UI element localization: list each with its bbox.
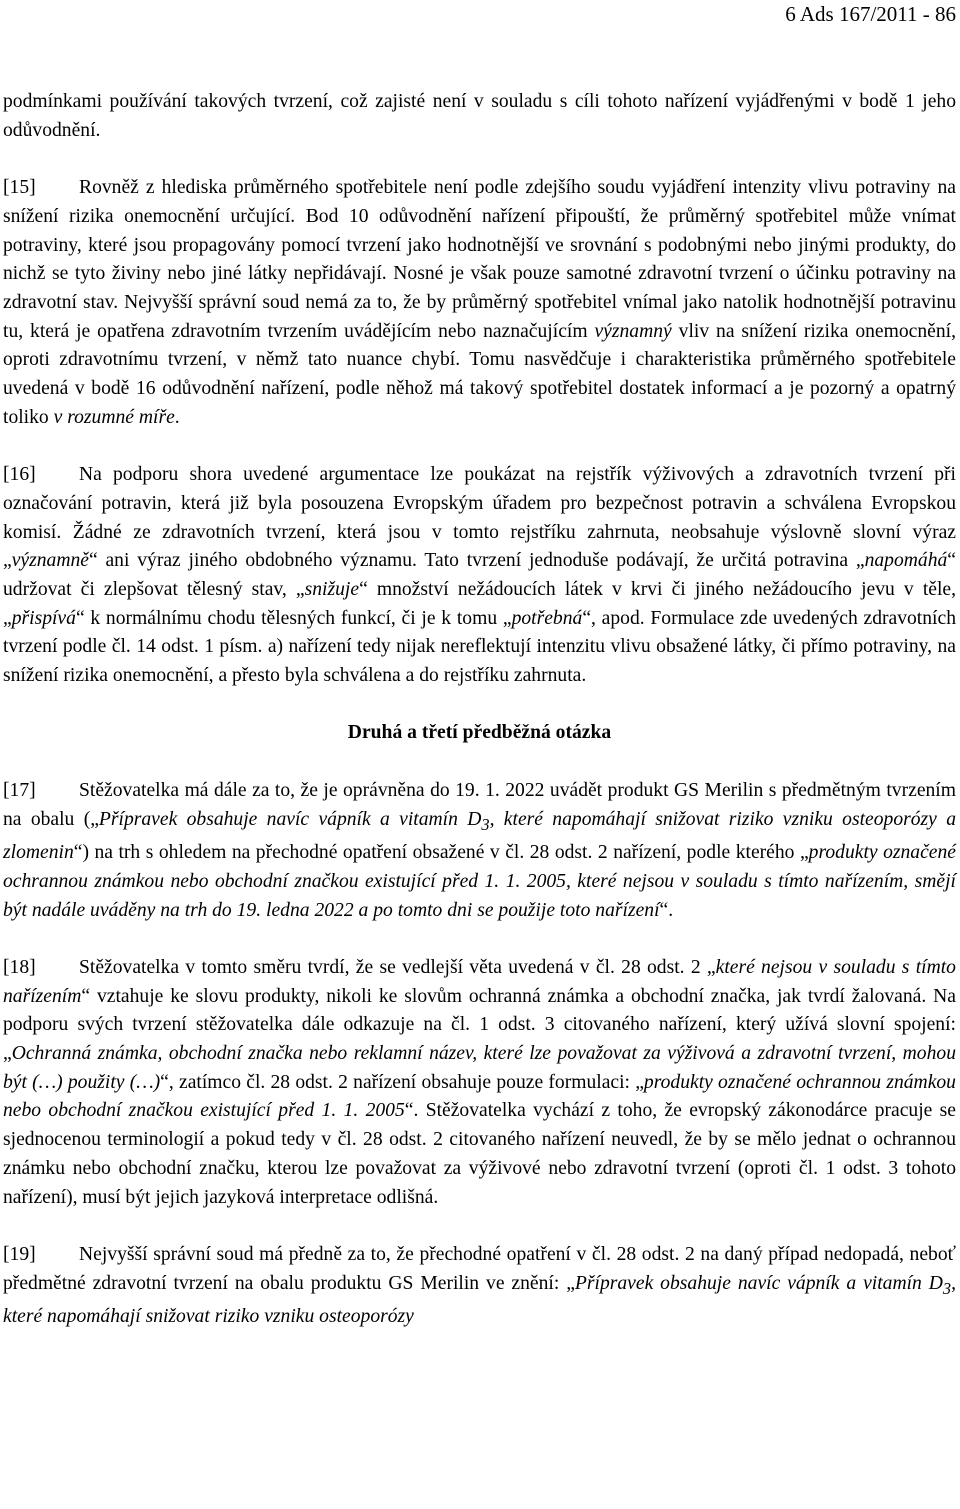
emphasis-text: významně [11,550,89,572]
paragraph-number: [19] [3,1243,36,1265]
paragraph-number: [16] [3,464,36,486]
emphasis-text: produkty označené ochrannou známkou nebo obchodní značkou existující před 1. 1. 2005 [3,1071,956,1122]
text-run: Rovněž z hlediska průměrného spotřebitele není podle zdejšího soudu vyjádření intenzity vlivu potraviny na snížení rizika onemocnění určující. Bod 10 odůvodnění nařízení připouští, že průměrný spotřebitel může vnímat potraviny, které jsou propagovány pomocí tvrzení jako hodnotnější ve srovnání s podobnými nebo jinými produkty, do nichž se tyto živiny nebo jiné látky nepřidávají. Nosné je však pouze samotné zdravotní tvrzení o účinku potraviny na zdravotní stav. Nejvyšší správní soud nemá za to, že by průměrný spotřebitel vnímal jako natolik hodnotnější potravinu tu, která je opatřena zdravotním tvrzením uvádějícím nebo naznačujícím [3,177,956,342]
document-body [3,88,956,1361]
text-run: “. [659,899,674,921]
paragraph-number: [17] [3,779,36,801]
emphasis-text: které nejsou v souladu s tímto nařízením [3,956,956,1007]
emphasis-text: Přípravek obsahuje navíc vápník a vitamín D [574,1272,943,1294]
text-run: “, apod. Formulace zde uvedených zdravotních tvrzení podle čl. 14 odst. 1 písm. a) nařízení tedy nijak nereflektují intenzitu vlivu obsažené látky, či přímo potraviny, na snížení rizika onemocnění, a přesto byla schválena a do rejstříku zahrnuta. [3,607,956,687]
page-header: 6 Ads 167/2011 - 86 [785,2,956,26]
text-run: Stěžovatelka v tomto směru tvrdí, že se vedlejší věta uvedená v čl. 28 odst. 2 „ [79,956,716,978]
emphasis-text: napomáhá [864,550,948,572]
emphasis-text: v rozumné míře [53,406,175,428]
paragraph [3,174,956,432]
text-run: vliv na snížení rizika onemocnění, oproti zdravotnímu tvrzení, v němž tato nuance chybí. Tomu nasvědčuje i charakteristika průměrného spotřebitele uvedená v bodě 16 odůvodnění nařízení, podle něhož má takový spotřebitel dostatek informací a je pozorný a opatrný toliko [3,320,956,428]
text-run: “ udržovat či zlepšovat tělesný stav, „ [3,550,956,600]
text-run: “ ani výraz jiného obdobného významu. Tato tvrzení jednoduše podávají, že určitá potravina „ [88,550,865,572]
paragraph-number: [15] [3,177,36,199]
emphasis-text: , které napomáhají snižovat riziko vzniku osteoporózy [3,1272,956,1328]
emphasis-text: významný [594,320,672,342]
text-run: . [174,406,180,428]
emphasis-text: produkty označené ochrannou známkou nebo obchodní značkou existující před 1. 1. 2005, které nejsou v souladu s tímto nařízením, smějí být nadále uváděny na trh do 19. ledna 2022 a po tomto dni se použije toto nařízení [3,842,956,921]
paragraph-number: [18] [3,956,36,978]
text-run: “ k normálnímu chodu tělesných funkcí, či je k tomu „ [75,607,512,629]
emphasis-text: Ochranná známka, obchodní značka nebo reklamní název, které lze považovat za výživová a zdravotní tvrzení, mohou být (…) použity (…) [3,1043,956,1093]
paragraph [3,954,956,1212]
text-run: “ množství nežádoucích látek v krvi či jiného nežádoucího jevu v těle, „ [3,578,956,629]
paragraph [3,777,956,925]
paragraph [3,88,956,145]
paragraph [3,1241,956,1332]
text-run: Nejvyšší správní soud má předně za to, že přechodné opatření v čl. 28 odst. 2 na daný případ nedopadá, neboť předmětné zdravotní tvrzení na obalu produktu GS Merilin ve znění: „ [3,1243,956,1294]
text-run: podmínkami používání takových tvrzení, což zajisté není v souladu s cíli tohoto nařízení vyjádřenými v bodě 1 jeho odůvodnění. [3,91,956,141]
text-run: “, zatímco čl. 28 odst. 2 nařízení obsahuje pouze formulaci: „ [160,1071,644,1093]
text-run: “ vztahuje ke slovu produkty, nikoli ke slovům ochranná známka a obchodní značka, jak tvrdí žalovaná. Na podporu svých tvrzení stěžovatelka dále odkazuje na čl. 1 odst. 3 citovaného nařízení, který užívá slovní spojení: „ [3,985,956,1065]
emphasis-text: potřebná [511,607,583,629]
emphasis-text: snižuje [304,578,360,600]
emphasis-text: Přípravek obsahuje navíc vápník a vitamín D [98,808,482,830]
text-run: “) na trh s ohledem na přechodné opatření obsažené v čl. 28 odst. 2 nařízení, podle kterého „ [73,842,809,864]
emphasis-text: , které napomáhají snižovat riziko vzniku osteoporózy a zlomenin [3,808,956,864]
text-run: “. Stěžovatelka vychází z toho, že evropský zákonodárce pracuje se sjednocenou terminologií a pokud tedy v čl. 28 odst. 2 citovaného nařízení neuvedl, že by se mělo jednat o ochrannou známku nebo obchodní značku, kterou lze považovat za výživové nebo zdravotní tvrzení (oproti čl. 1 odst. 3 tohoto nařízení), musí být jejich jazyková interpretace odlišná. [3,1100,956,1208]
text-run: Stěžovatelka má dále za to, že je oprávněna do 19. 1. 2022 uvádět produkt GS Merilin s předmětným tvrzením na obalu („ [3,779,956,830]
emphasis-text: 3 [942,1278,952,1298]
emphasis-text: přispívá [11,607,76,629]
emphasis-text: 3 [481,814,490,834]
section-heading: Druhá a třetí předběžná otázka [347,722,612,744]
paragraph [3,461,956,691]
text-run: Na podporu shora uvedené argumentace lze poukázat na rejstřík výživových a zdravotních tvrzení při označování potravin, která již byla posouzena Evropským úřadem pro bezpečnost potravin a schválena Evropskou komisí. Žádné ze zdravotních tvrzení, která jsou v tomto rejstříku zahrnuta, neobsahuje výslovně slovní výraz „ [3,464,956,572]
